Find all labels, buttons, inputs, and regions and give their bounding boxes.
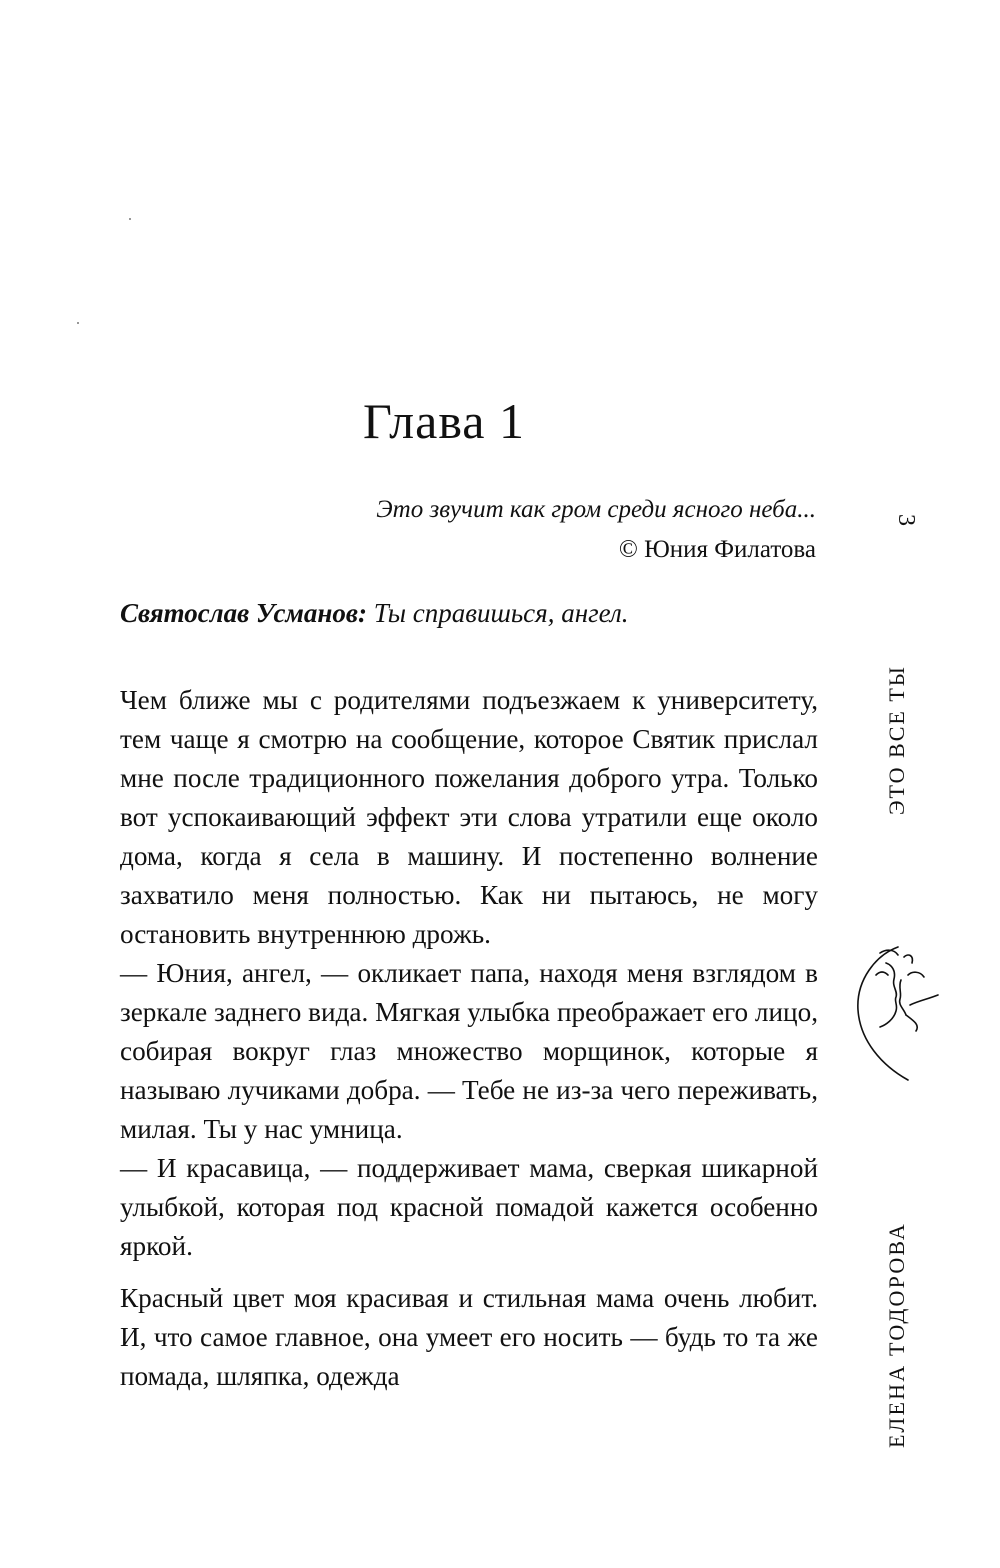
paragraph: — Юния, ангел, — окликает папа, находя меня взглядом в зеркале заднего вида. Мягкая улыбка преображает его лицо, собирая вокруг глаз множество морщинок, которые я называю лучиками добра. — Тебе не из-за чего переживать, милая. Ты у нас умница. (120, 958, 818, 1144)
epigraph-quote: Это звучит как гром среди ясного неба... (376, 496, 816, 523)
paragraph: Красный цвет моя красивая и стильная мама очень любит. И, что самое главное, она умеет его носить — будь то та же помада, шляпка, одежда (120, 1283, 818, 1391)
body-text (120, 681, 818, 1396)
book-title-vertical: ЭТО ВСЕ ТЫ (884, 665, 909, 815)
paragraph: — И красавица, — поддерживает мама, сверкая шикарной улыбкой, которая под красной помадой кажется особенно яркой. (120, 1153, 818, 1261)
scan-speck (77, 322, 79, 324)
chapter-title: Глава 1 (363, 393, 525, 449)
page-number: 3 (893, 514, 919, 526)
message-sender: Святослав Усманов: (120, 598, 367, 628)
scan-speck (129, 218, 131, 220)
epigraph-attribution: © Юния Филатова (618, 536, 816, 563)
author-vertical: ЕЛЕНА ТОДОРОВА (884, 1222, 909, 1448)
epigraph (120, 490, 816, 570)
kissing-faces-icon (846, 935, 946, 1085)
scene-header (120, 598, 820, 629)
message-text: Ты справишься, ангел. (373, 598, 629, 628)
paragraph: Чем ближе мы с родителями подъезжаем к университету, тем чаще я смотрю на сообщение, которое Святик прислал мне после традиционного пожелания доброго утра. Только вот успокаивающий эффект эти слова утратили еще около дома, когда я села в машину. И постепенно волнение захватило меня полностью. Как ни пытаюсь, не могу остановить внутреннюю дрожь. (120, 685, 818, 949)
